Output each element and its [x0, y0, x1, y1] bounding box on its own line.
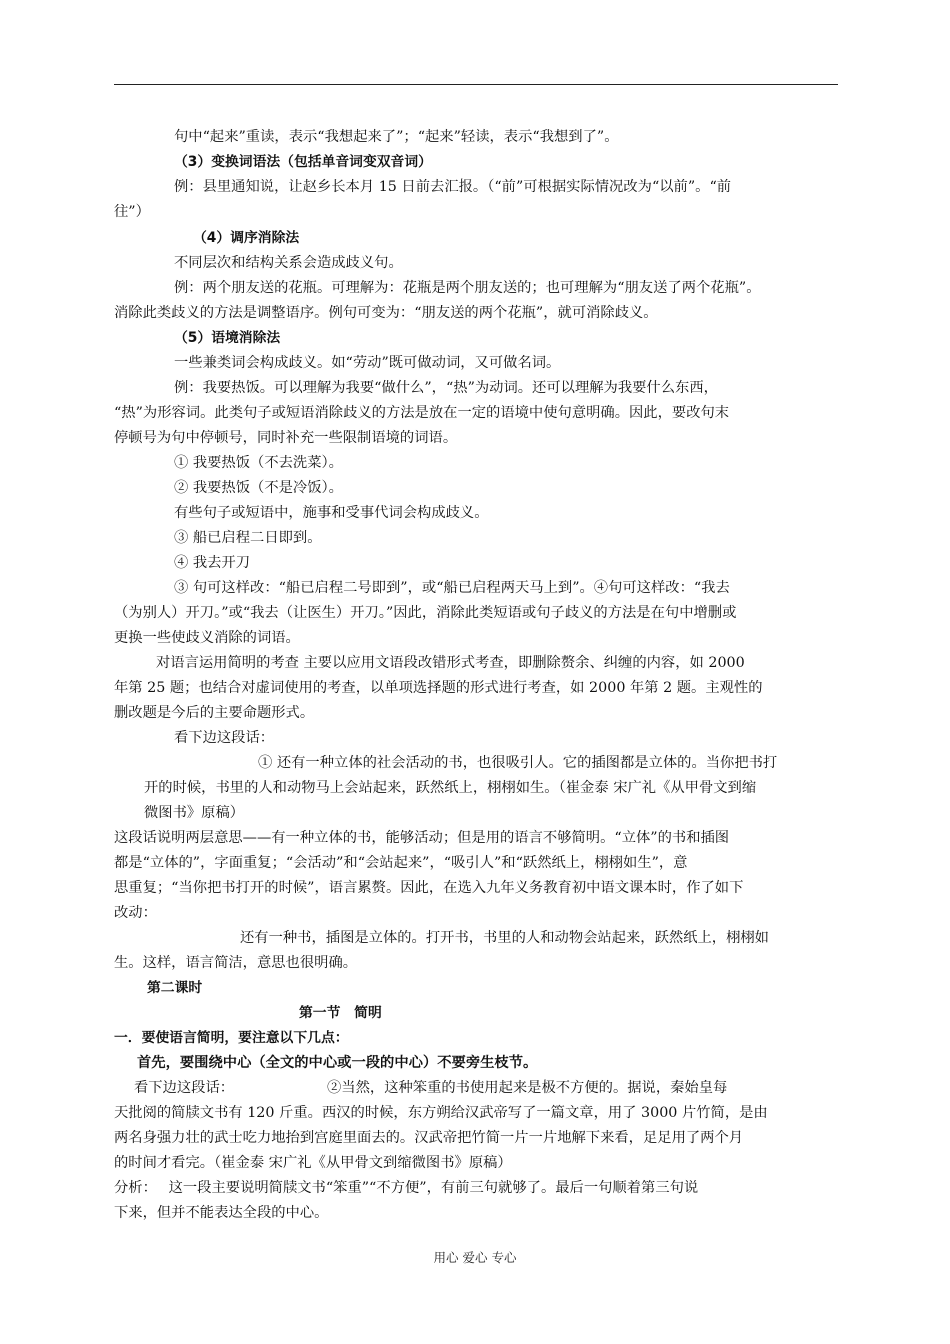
list-item: ① 我要热饭（不去洗菜）。	[174, 455, 343, 471]
text-line: 往”）	[114, 204, 150, 220]
text-line: 例：两个朋友送的花瓶。可理解为：花瓶是两个朋友送的；也可理解为“朋友送了两个花瓶”。	[174, 280, 761, 296]
text-line: 不同层次和结构关系会造成歧义句。	[174, 255, 403, 271]
text-line: 例：我要热饭。可以理解为我要“做什么”，“热”为动词。还可以理解为我要什么东西，	[174, 380, 718, 396]
text-line: 停顿号为句中停顿号，同时补充一些限制语境的词语。	[114, 430, 458, 446]
text-line: 例：县里通知说，让赵乡长本月 15 日前去汇报。（“前”可根据实际情况改为“以前”。“前	[174, 179, 732, 195]
text-line: 一些兼类词会构成歧义。如“劳动”既可做动词，又可做名词。	[174, 355, 561, 371]
section-title: 第一节 简明	[299, 1005, 382, 1021]
text-line: 下来，但并不能表达全段的中心。	[114, 1205, 329, 1221]
heading-method-4: （4）调序消除法	[193, 230, 300, 246]
text-line: 有些句子或短语中，施事和受事代词会构成歧义。	[174, 505, 489, 521]
list-item: ④ 我去开刀	[174, 555, 251, 571]
header-rule	[114, 84, 838, 85]
text-line: 天批阅的简牍文书有 120 斤重。西汉的时候，东方朔给汉武帝写了一篇文章，用了 3000 片竹简，是由	[114, 1105, 768, 1121]
text-line: 思重复；“当你把书打开的时候”，语言累赘。因此，在选入九年义务教育初中语文课本时，作了如下	[114, 880, 744, 896]
text-line: 两名身强力壮的武士吃力地抬到宫庭里面去的。汉武帝把竹简一片一片地解下来看，足足用了两个月	[114, 1130, 744, 1146]
quote-line: 开的时候，书里的人和动物马上会站起来，跃然纸上，栩栩如生。（崔金泰 宋广礼《从甲骨文到缩	[144, 780, 757, 796]
quote-line: ① 还有一种立体的社会活动的书，也很吸引人。它的插图都是立体的。当你把书打	[258, 755, 778, 771]
text-line: 这段话说明两层意思——有一种立体的书，能够活动；但是用的语言不够简明。“立体”的书和插图	[114, 830, 730, 846]
text-line: 看下边这段话：	[174, 730, 275, 746]
text-line: 对语言运用简明的考查 主要以应用文语段改错形式考查，即删除赘余、纠缠的内容，如 2000	[156, 655, 745, 671]
quote-line: 微图书》原稿）	[144, 805, 245, 821]
text-line: 更换一些使歧义消除的词语。	[114, 630, 300, 646]
heading-method-3: （3）变换词语法（包括单音词变双音词）	[174, 154, 432, 170]
text-line: 都是“立体的”，字面重复；“会活动”和“会站起来”，“吸引人”和“跃然纸上，栩栩如生”，意	[114, 855, 688, 871]
list-item: ② 我要热饭（不是冷饭）。	[174, 480, 343, 496]
text-line: 的时间才看完。（崔金泰 宋广礼《从甲骨文到缩微图书》原稿）	[114, 1155, 512, 1171]
text-line: 删改题是今后的主要命题形式。	[114, 705, 315, 721]
text-line: “热”为形容词。此类句子或短语消除歧义的方法是放在一定的语境中使句意明确。因此，要改句末	[114, 405, 730, 421]
heading-method-5: （5）语境消除法	[174, 330, 281, 346]
section-heading: 一．要使语言简明，要注意以下几点：	[114, 1030, 349, 1046]
text-line: 改动：	[114, 905, 157, 921]
page-footer: 用心 爱心 专心	[433, 1250, 517, 1265]
list-item: ③ 船已启程二日即到。	[174, 530, 322, 546]
text-line: 生。这样，语言简洁，意思也很明确。	[114, 955, 358, 971]
text-line: （为别人）开刀。”或“我去（让医生）开刀。”因此，消除此类短语或句子歧义的方法是在句中增删或	[114, 605, 737, 621]
text-line: ③ 句可这样改：“船已启程二号即到”，或“船已启程两天马上到”。④句可这样改：“我去	[174, 580, 730, 596]
text-line: 句中“起来”重读，表示“我想起来了”；“起来”轻读，表示“我想到了”。	[174, 129, 619, 145]
text-line: 年第 25 题；也结合对虚词使用的考查，以单项选择题的形式进行考查，如 2000 年第 2 题。主观性的	[114, 680, 763, 696]
text-line: 分析： 这一段主要说明简牍文书“笨重”“不方便”，有前三句就够了。最后一句顺着第三句说	[114, 1180, 699, 1196]
quote-line: 还有一种书，插图是立体的。打开书，书里的人和动物会站起来，跃然纸上，栩栩如	[240, 930, 769, 946]
point-heading: 首先，要围绕中心（全文的中心或一段的中心）不要旁生枝节。	[137, 1055, 538, 1071]
lesson-title: 第二课时	[147, 980, 203, 996]
text-line: 消除此类歧义的方法是调整语序。例句可变为：“朋友送的两个花瓶”，就可消除歧义。	[114, 305, 658, 321]
text-line: 看下边这段话： ②当然，这种笨重的书使用起来是极不方便的。据说，秦始皇每	[134, 1080, 728, 1096]
